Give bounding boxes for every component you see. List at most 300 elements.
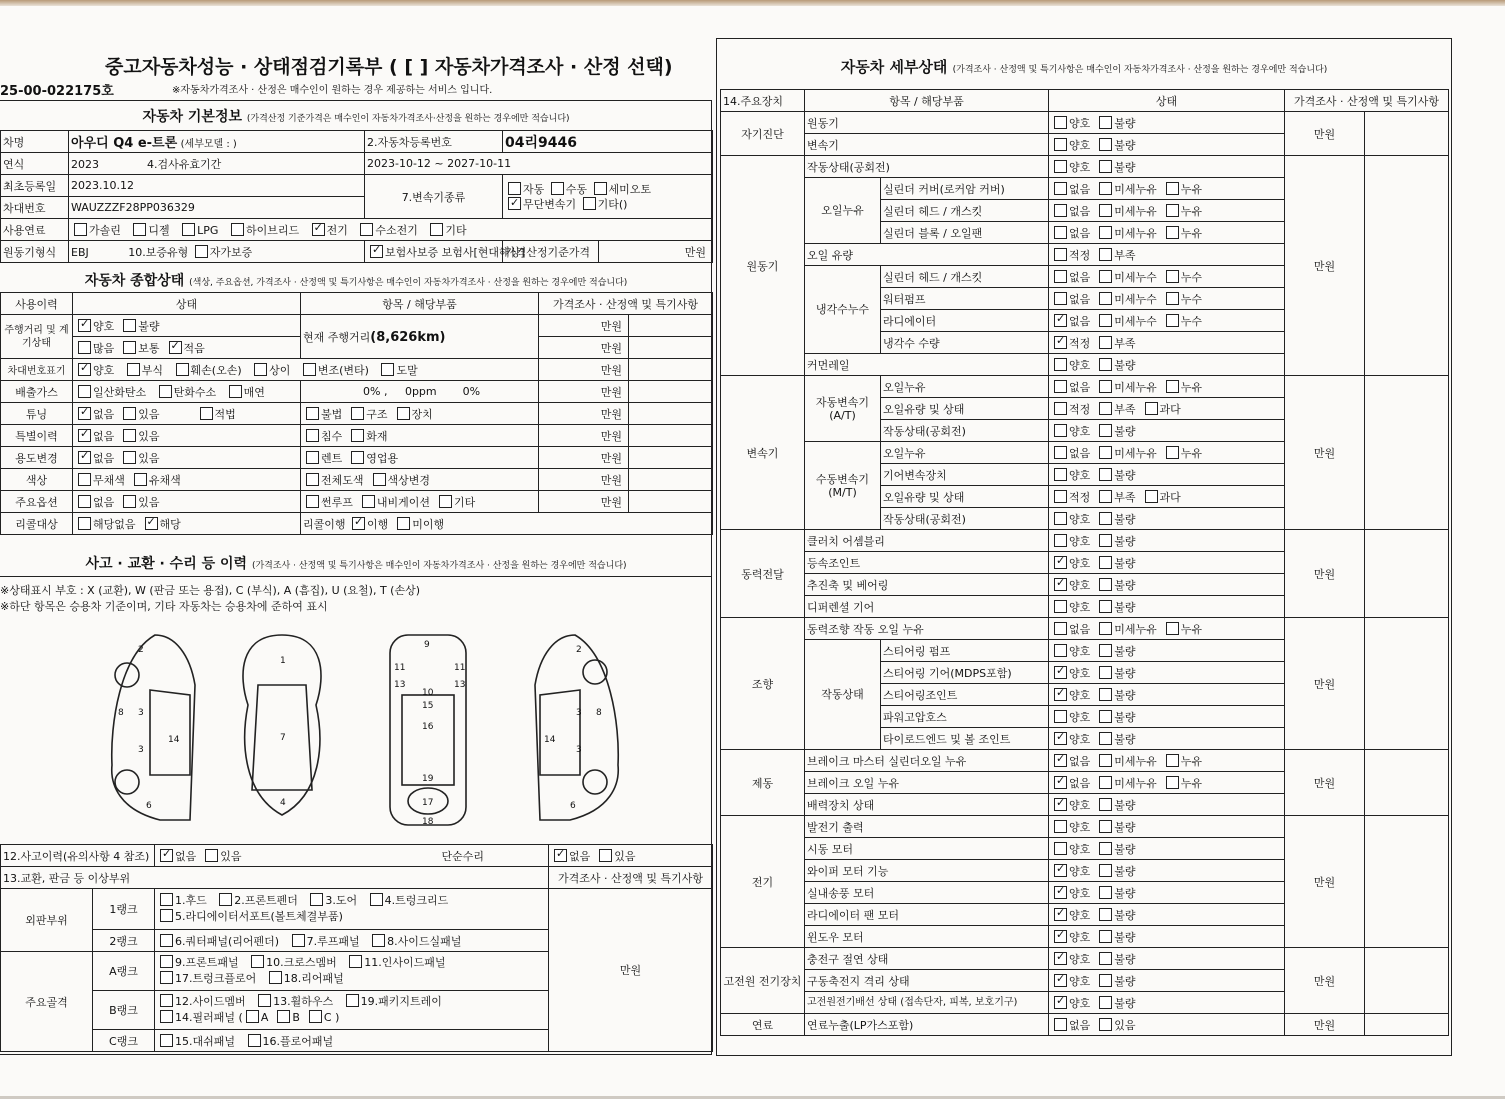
recall-undone-checkbox[interactable] (397, 517, 410, 530)
part-fender-label: 2.프론트펜더 (234, 894, 298, 907)
detail-col-state: 상태 (1049, 90, 1285, 112)
diagram-label-3-left-front: 3 (138, 708, 144, 718)
detail-option-checkbox[interactable] (1099, 732, 1112, 745)
detail-option-checkbox[interactable] (1099, 248, 1112, 261)
detail-option-label: 불량 (1114, 842, 1136, 856)
detail-option-checkbox[interactable] (1054, 358, 1067, 371)
simple-repair-label: 단순수리 (441, 849, 485, 863)
detail-state-options (1049, 332, 1285, 354)
option-options (73, 491, 301, 513)
detail-state-options (1049, 398, 1285, 420)
detail-option-checkbox[interactable] (1054, 314, 1067, 327)
detail-option-label: 부족 (1114, 336, 1136, 350)
detail-option-label: 미세누유 (1114, 380, 1157, 394)
detail-option-checkbox[interactable] (1054, 1018, 1067, 1031)
car-left-front-wheel (115, 663, 139, 687)
detail-option-label: 미세누유 (1114, 622, 1157, 636)
detail-option-checkbox[interactable] (1099, 446, 1112, 459)
detail-option-checkbox[interactable] (1054, 644, 1067, 657)
detail-option-checkbox[interactable] (1099, 490, 1112, 503)
tuning-device-checkbox[interactable] (397, 407, 410, 420)
purpose-rent-checkbox[interactable] (306, 451, 319, 464)
detail-group-label: 고전원 전기장치 (721, 948, 805, 1014)
detail-item-label: 스티어링 펌프 (881, 640, 1049, 662)
detail-option-label: 미세누수 (1114, 270, 1157, 284)
detail-state-options (1049, 156, 1285, 178)
fuel-diesel-checkbox[interactable] (133, 223, 146, 236)
detail-option-checkbox[interactable] (1099, 622, 1112, 635)
detail-option-checkbox[interactable] (1054, 468, 1067, 481)
detail-option-checkbox[interactable] (1166, 270, 1179, 283)
detail-option-label: 불량 (1114, 578, 1136, 592)
mileage-many-checkbox[interactable] (78, 341, 91, 354)
summary-col-price: 가격조사 · 산정액 및 특기사항 (539, 293, 713, 315)
part-rear-panel-checkbox[interactable] (269, 971, 282, 984)
detail-option-checkbox[interactable] (1054, 820, 1067, 833)
detail-option-checkbox[interactable] (1099, 776, 1112, 789)
detail-option-label: 불량 (1114, 930, 1136, 944)
part-hood-checkbox[interactable] (160, 893, 173, 906)
mileage-bad-label: 불량 (138, 319, 160, 333)
color-repaint-checkbox[interactable] (306, 473, 319, 486)
emission-options (73, 381, 301, 403)
detail-option-checkbox[interactable] (1099, 512, 1112, 525)
option-yes-checkbox[interactable] (123, 495, 136, 508)
detail-option-checkbox[interactable] (1054, 952, 1067, 965)
vin-mark-diff-checkbox[interactable] (254, 363, 267, 376)
detail-option-label: 누수 (1180, 270, 1203, 284)
detail-option-label: 누유 (1180, 226, 1203, 240)
color-won: 만원 (539, 469, 629, 491)
tuning-label: 튜닝 (1, 403, 73, 425)
tuning-structure-checkbox[interactable] (351, 407, 364, 420)
detail-option-label: 누유 (1180, 204, 1203, 218)
detail-option-label: 부족 (1114, 248, 1136, 262)
detail-option-checkbox[interactable] (1166, 226, 1179, 239)
mileage-normal-checkbox[interactable] (123, 341, 136, 354)
history-none-checkbox[interactable] (160, 849, 173, 862)
detail-option-checkbox[interactable] (1099, 908, 1112, 921)
option-navi-checkbox[interactable] (362, 495, 375, 508)
detail-option-label: 과다 (1159, 402, 1181, 416)
detail-option-label: 적정 (1069, 248, 1091, 262)
detail-price-note (1365, 618, 1449, 750)
detail-option-checkbox[interactable] (1099, 798, 1112, 811)
detail-price-note (1365, 750, 1449, 816)
detail-state-options (1049, 860, 1285, 882)
detail-option-checkbox[interactable] (1054, 600, 1067, 613)
part-door-checkbox[interactable] (310, 893, 323, 906)
detail-option-checkbox[interactable] (1054, 226, 1067, 239)
detail-option-checkbox[interactable] (1145, 402, 1158, 415)
purpose-none-label: 없음 (93, 451, 115, 465)
detail-state-options (1049, 992, 1285, 1014)
parts-table (0, 844, 713, 1052)
part-quarter-checkbox[interactable] (160, 934, 173, 947)
detail-option-checkbox[interactable] (1099, 402, 1112, 415)
part-trunk-floor-checkbox[interactable] (160, 971, 173, 984)
color-achromatic-checkbox[interactable] (78, 473, 91, 486)
detail-option-checkbox[interactable] (1099, 842, 1112, 855)
detail-option-checkbox[interactable] (1099, 864, 1112, 877)
part-pillar-checkbox[interactable] (160, 1010, 173, 1023)
detail-option-checkbox[interactable] (1054, 402, 1067, 415)
detail-option-checkbox[interactable] (1166, 182, 1179, 195)
detail-state-options (1049, 618, 1285, 640)
detail-price-note (1365, 376, 1449, 530)
trans-manual-label: 수동 (565, 182, 588, 196)
detail-option-label: 없음 (1069, 380, 1091, 394)
validity: 2023-10-12 ~ 2027-10-11 (365, 153, 713, 175)
option-items (301, 491, 539, 513)
detail-option-label: 불량 (1114, 116, 1136, 130)
detail-option-label: 불량 (1114, 534, 1136, 548)
detail-option-checkbox[interactable] (1166, 754, 1179, 767)
detail-option-checkbox[interactable] (1054, 138, 1067, 151)
detail-option-checkbox[interactable] (1054, 996, 1067, 1009)
trans-semi-checkbox[interactable] (594, 182, 607, 195)
detail-option-checkbox[interactable] (1166, 292, 1179, 305)
fuel-diesel-label: 디젤 (148, 223, 170, 237)
option-won: 만원 (539, 491, 629, 513)
warranty-insurance-checkbox[interactable] (370, 245, 383, 258)
detail-option-checkbox[interactable] (1054, 248, 1067, 261)
detail-price-won: 만원 (1285, 376, 1365, 530)
fuel-gasoline-checkbox[interactable] (74, 223, 87, 236)
detail-option-label: 양호 (1069, 820, 1091, 834)
detail-state-options (1049, 1014, 1285, 1036)
diagram-label-1: 1 (280, 656, 286, 666)
detail-option-checkbox[interactable] (1054, 446, 1067, 459)
vin-mark-altered-checkbox[interactable] (303, 363, 316, 376)
detail-option-checkbox[interactable] (1099, 996, 1112, 1009)
detail-option-checkbox[interactable] (1054, 556, 1067, 569)
detail-option-checkbox[interactable] (1099, 204, 1112, 217)
price-won: 만원 (599, 241, 713, 263)
detail-option-checkbox[interactable] (1054, 864, 1067, 877)
part-radiator-support-checkbox[interactable] (160, 909, 173, 922)
fuel-etc-checkbox[interactable] (430, 223, 443, 236)
car-name-label: 차명 (1, 131, 69, 153)
detail-option-checkbox[interactable] (1166, 380, 1179, 393)
pillar-b-checkbox[interactable] (277, 1010, 290, 1023)
detail-state-options (1049, 508, 1285, 530)
part-roof-label: 7.루프패널 (306, 934, 360, 948)
emission-co-checkbox[interactable] (78, 385, 91, 398)
diagram-label-3-left-rear: 3 (138, 745, 144, 755)
detail-option-checkbox[interactable] (1054, 182, 1067, 195)
detail-option-checkbox[interactable] (1054, 776, 1067, 789)
tuning-legal-checkbox[interactable] (200, 407, 213, 420)
rank1-items (155, 889, 549, 930)
detail-option-checkbox[interactable] (1054, 908, 1067, 921)
detail-col-device: 14.주요장치 (721, 90, 805, 112)
special-none-checkbox[interactable] (78, 429, 91, 442)
vin-mark-corrosion-checkbox[interactable] (127, 363, 140, 376)
detail-option-checkbox[interactable] (1099, 952, 1112, 965)
diagram-label-8-left: 8 (118, 708, 124, 718)
detail-item-label: 라디에이터 (881, 310, 1049, 332)
detail-option-checkbox[interactable] (1099, 160, 1112, 173)
detail-option-checkbox[interactable] (1099, 292, 1112, 305)
detail-item-label: 클러치 어셈블리 (805, 530, 1049, 552)
detail-option-checkbox[interactable] (1054, 732, 1067, 745)
tuning-illegal-checkbox[interactable] (306, 407, 319, 420)
trans-cvt-checkbox[interactable] (508, 197, 521, 210)
purpose-yes-checkbox[interactable] (123, 451, 136, 464)
part-dash-panel-checkbox[interactable] (160, 1034, 173, 1047)
detail-option-checkbox[interactable] (1054, 578, 1067, 591)
detail-option-label: 없음 (1069, 182, 1091, 196)
car-right-doors (540, 690, 580, 775)
tuning-none-label: 없음 (93, 407, 115, 421)
detail-option-checkbox[interactable] (1054, 336, 1067, 349)
detail-option-checkbox[interactable] (1054, 424, 1067, 437)
detail-option-label: 양호 (1069, 556, 1091, 570)
detail-option-checkbox[interactable] (1054, 622, 1067, 635)
detail-option-checkbox[interactable] (1166, 622, 1179, 635)
detail-option-label: 미세누유 (1114, 446, 1157, 460)
purpose-none-checkbox[interactable] (78, 451, 91, 464)
detail-item-label: 오일유량 및 상태 (881, 398, 1049, 420)
detail-option-label: 불량 (1114, 512, 1136, 526)
pillar-c-checkbox[interactable] (309, 1010, 322, 1023)
detail-state-options (1049, 288, 1285, 310)
diagram-label-3-right-rear: 3 (576, 745, 582, 755)
recall-yes-checkbox[interactable] (145, 517, 158, 530)
warranty-insurance-cell (365, 241, 525, 263)
warranty-self-checkbox[interactable] (195, 245, 208, 258)
diagram-label-14-left: 14 (168, 735, 180, 745)
emission-hc-checkbox[interactable] (159, 385, 172, 398)
detail-option-label: 양호 (1069, 864, 1091, 878)
detail-option-checkbox[interactable] (1166, 314, 1179, 327)
detail-option-label: 누유 (1180, 776, 1203, 790)
pillar-a-checkbox[interactable] (246, 1010, 259, 1023)
summary-col-usage: 사용이력 (1, 293, 73, 315)
detail-item-label: 시동 모터 (805, 838, 1049, 860)
detail-option-checkbox[interactable] (1054, 292, 1067, 305)
emission-note (629, 381, 713, 403)
detail-option-checkbox[interactable] (1099, 666, 1112, 679)
detail-option-checkbox[interactable] (1054, 270, 1067, 283)
part-side-sill-checkbox[interactable] (372, 934, 385, 947)
detail-option-checkbox[interactable] (1054, 930, 1067, 943)
detail-option-checkbox[interactable] (1099, 688, 1112, 701)
detail-option-checkbox[interactable] (1099, 930, 1112, 943)
detail-option-checkbox[interactable] (1099, 820, 1112, 833)
detail-option-checkbox[interactable] (1099, 600, 1112, 613)
detail-option-checkbox[interactable] (1099, 336, 1112, 349)
part-roof-checkbox[interactable] (292, 934, 305, 947)
diagram-label-19: 19 (422, 774, 434, 784)
detail-option-checkbox[interactable] (1054, 974, 1067, 987)
detail-option-checkbox[interactable] (1054, 666, 1067, 679)
detail-option-checkbox[interactable] (1166, 776, 1179, 789)
legend-line-1 (0, 582, 420, 598)
recall-done-checkbox[interactable] (352, 517, 365, 530)
vin-mark-damage-checkbox[interactable] (176, 363, 189, 376)
detail-option-checkbox[interactable] (1099, 556, 1112, 569)
detail-option-checkbox[interactable] (1054, 380, 1067, 393)
rankC-label: C랭크 (93, 1030, 155, 1052)
detail-option-checkbox[interactable] (1099, 468, 1112, 481)
part-trunk-lid-checkbox[interactable] (370, 893, 383, 906)
detail-option-label: 불량 (1114, 424, 1136, 438)
emission-smoke-checkbox[interactable] (229, 385, 242, 398)
detail-option-label: 불량 (1114, 908, 1136, 922)
vin-mark-smeared-label: 도말 (396, 363, 418, 377)
detail-option-checkbox[interactable] (1099, 270, 1112, 283)
special-fire-checkbox[interactable] (351, 429, 364, 442)
detail-option-label: 적정 (1069, 402, 1091, 416)
detail-option-checkbox[interactable] (1099, 226, 1112, 239)
diagram-label-9: 9 (424, 640, 430, 650)
detail-state-options (1049, 464, 1285, 486)
detail-option-checkbox[interactable] (1054, 534, 1067, 547)
tuning-yes-checkbox[interactable] (123, 407, 136, 420)
detail-option-checkbox[interactable] (1099, 116, 1112, 129)
part-front-panel-checkbox[interactable] (160, 955, 173, 968)
detail-item-label: 연료누출(LP가스포함) (805, 1014, 1049, 1036)
summary-col-state: 상태 (73, 293, 301, 315)
option-none-checkbox[interactable] (78, 495, 91, 508)
vin-mark-good-checkbox[interactable] (78, 363, 91, 376)
car-name: 아우디 Q4 e-트론 (71, 136, 178, 151)
detail-option-checkbox[interactable] (1099, 424, 1112, 437)
detail-option-checkbox[interactable] (1099, 644, 1112, 657)
fuel-hydrogen-checkbox[interactable] (360, 223, 373, 236)
emission-co-label: 일산화탄소 (93, 385, 147, 399)
vin-mark-smeared-checkbox[interactable] (381, 363, 394, 376)
detail-option-checkbox[interactable] (1054, 886, 1067, 899)
detail-option-label: 불량 (1114, 644, 1136, 658)
warranty-label: 10.보증유형 (128, 245, 189, 259)
simple-yes-checkbox[interactable] (599, 849, 612, 862)
detail-state-options (1049, 882, 1285, 904)
detail-state-options (1049, 706, 1285, 728)
detail-price-note (1365, 1014, 1449, 1036)
history-yes-checkbox[interactable] (205, 849, 218, 862)
detail-group-label: 연료 (721, 1014, 805, 1036)
part-package-tray-checkbox[interactable] (346, 994, 359, 1007)
detail-option-checkbox[interactable] (1054, 754, 1067, 767)
car-diagram (0, 615, 712, 845)
diagram-label-18: 18 (422, 817, 434, 827)
color-change-checkbox[interactable] (373, 473, 386, 486)
color-items (301, 469, 539, 491)
part-side-member-checkbox[interactable] (160, 994, 173, 1007)
part-hood-label: 1.후드 (175, 894, 207, 907)
option-etc-checkbox[interactable] (439, 495, 452, 508)
detail-option-checkbox[interactable] (1099, 754, 1112, 767)
part-inside-panel-label: 11.인사이드패널 (364, 956, 446, 969)
part-fender-checkbox[interactable] (219, 893, 232, 906)
detail-option-checkbox[interactable] (1166, 446, 1179, 459)
tuning-none-checkbox[interactable] (78, 407, 91, 420)
detail-item-label: 라디에이터 팬 모터 (805, 904, 1049, 926)
option-sunroof-checkbox[interactable] (306, 495, 319, 508)
mileage-few-checkbox[interactable] (169, 341, 182, 354)
detail-option-checkbox[interactable] (1054, 116, 1067, 129)
recall-yes-label: 해당 (159, 517, 181, 531)
detail-option-checkbox[interactable] (1054, 490, 1067, 503)
detail-option-checkbox[interactable] (1099, 182, 1112, 195)
detail-option-checkbox[interactable] (1099, 380, 1112, 393)
detail-option-checkbox[interactable] (1099, 974, 1112, 987)
detail-option-checkbox[interactable] (1054, 842, 1067, 855)
detail-option-checkbox[interactable] (1099, 1018, 1112, 1031)
recall-none-checkbox[interactable] (78, 517, 91, 530)
detail-option-checkbox[interactable] (1099, 710, 1112, 723)
detail-option-checkbox[interactable] (1054, 798, 1067, 811)
rankA-items (155, 952, 549, 991)
detail-option-checkbox[interactable] (1099, 358, 1112, 371)
fuel-hybrid-checkbox[interactable] (231, 223, 244, 236)
mileage-good-checkbox[interactable] (78, 319, 91, 332)
part-floor-panel-checkbox[interactable] (248, 1034, 261, 1047)
special-yes-checkbox[interactable] (123, 429, 136, 442)
mileage-note-2 (629, 337, 713, 359)
detail-option-checkbox[interactable] (1099, 314, 1112, 327)
detail-option-checkbox[interactable] (1054, 160, 1067, 173)
detail-item-label: 실내송풍 모터 (805, 882, 1049, 904)
detail-option-label: 불량 (1114, 666, 1136, 680)
outer-label: 외판부위 (1, 889, 93, 952)
part-side-member-label: 12.사이드멤버 (175, 995, 246, 1008)
detail-price-note (1365, 948, 1449, 1014)
trans-etc-checkbox[interactable] (583, 197, 596, 210)
trans-manual-checkbox[interactable] (551, 182, 564, 195)
detail-option-checkbox[interactable] (1099, 534, 1112, 547)
detail-col-price: 가격조사 · 산정액 및 특기사항 (1285, 90, 1449, 112)
emission-co-value: 0% (363, 385, 381, 398)
purpose-options (73, 447, 301, 469)
diagram-label-17: 17 (422, 798, 434, 808)
fuel-lpg-checkbox[interactable] (182, 223, 195, 236)
special-flood-checkbox[interactable] (306, 429, 319, 442)
detail-option-checkbox[interactable] (1099, 886, 1112, 899)
tuning-won: 만원 (539, 403, 629, 425)
parts-label: 13.교환, 판금 등 이상부위 (1, 867, 549, 889)
fuel-electric-checkbox[interactable] (312, 223, 325, 236)
detail-option-checkbox[interactable] (1054, 688, 1067, 701)
trans-auto-checkbox[interactable] (508, 182, 521, 195)
mileage-bad-checkbox[interactable] (123, 319, 136, 332)
part-inside-panel-checkbox[interactable] (349, 955, 362, 968)
detail-item-label: 동력조향 작동 오일 누유 (805, 618, 1049, 640)
detail-option-label: 누유 (1180, 622, 1203, 636)
detail-option-checkbox[interactable] (1054, 204, 1067, 217)
detail-option-checkbox[interactable] (1145, 490, 1158, 503)
simple-none-checkbox[interactable] (554, 849, 567, 862)
detail-option-checkbox[interactable] (1054, 710, 1067, 723)
detail-state-options (1049, 728, 1285, 750)
detail-state-options (1049, 794, 1285, 816)
detail-option-checkbox[interactable] (1099, 578, 1112, 591)
detail-option-checkbox[interactable] (1099, 138, 1112, 151)
part-wheel-house-checkbox[interactable] (258, 994, 271, 1007)
part-cross-member-checkbox[interactable] (251, 955, 264, 968)
detail-option-label: 양호 (1069, 160, 1091, 174)
recall-none-label: 해당없음 (93, 517, 136, 531)
color-chromatic-checkbox[interactable] (134, 473, 147, 486)
detail-option-label: 없음 (1069, 270, 1091, 284)
detail-option-checkbox[interactable] (1166, 204, 1179, 217)
purpose-business-checkbox[interactable] (351, 451, 364, 464)
detail-item-label: 스티어링조인트 (881, 684, 1049, 706)
detail-option-checkbox[interactable] (1054, 512, 1067, 525)
